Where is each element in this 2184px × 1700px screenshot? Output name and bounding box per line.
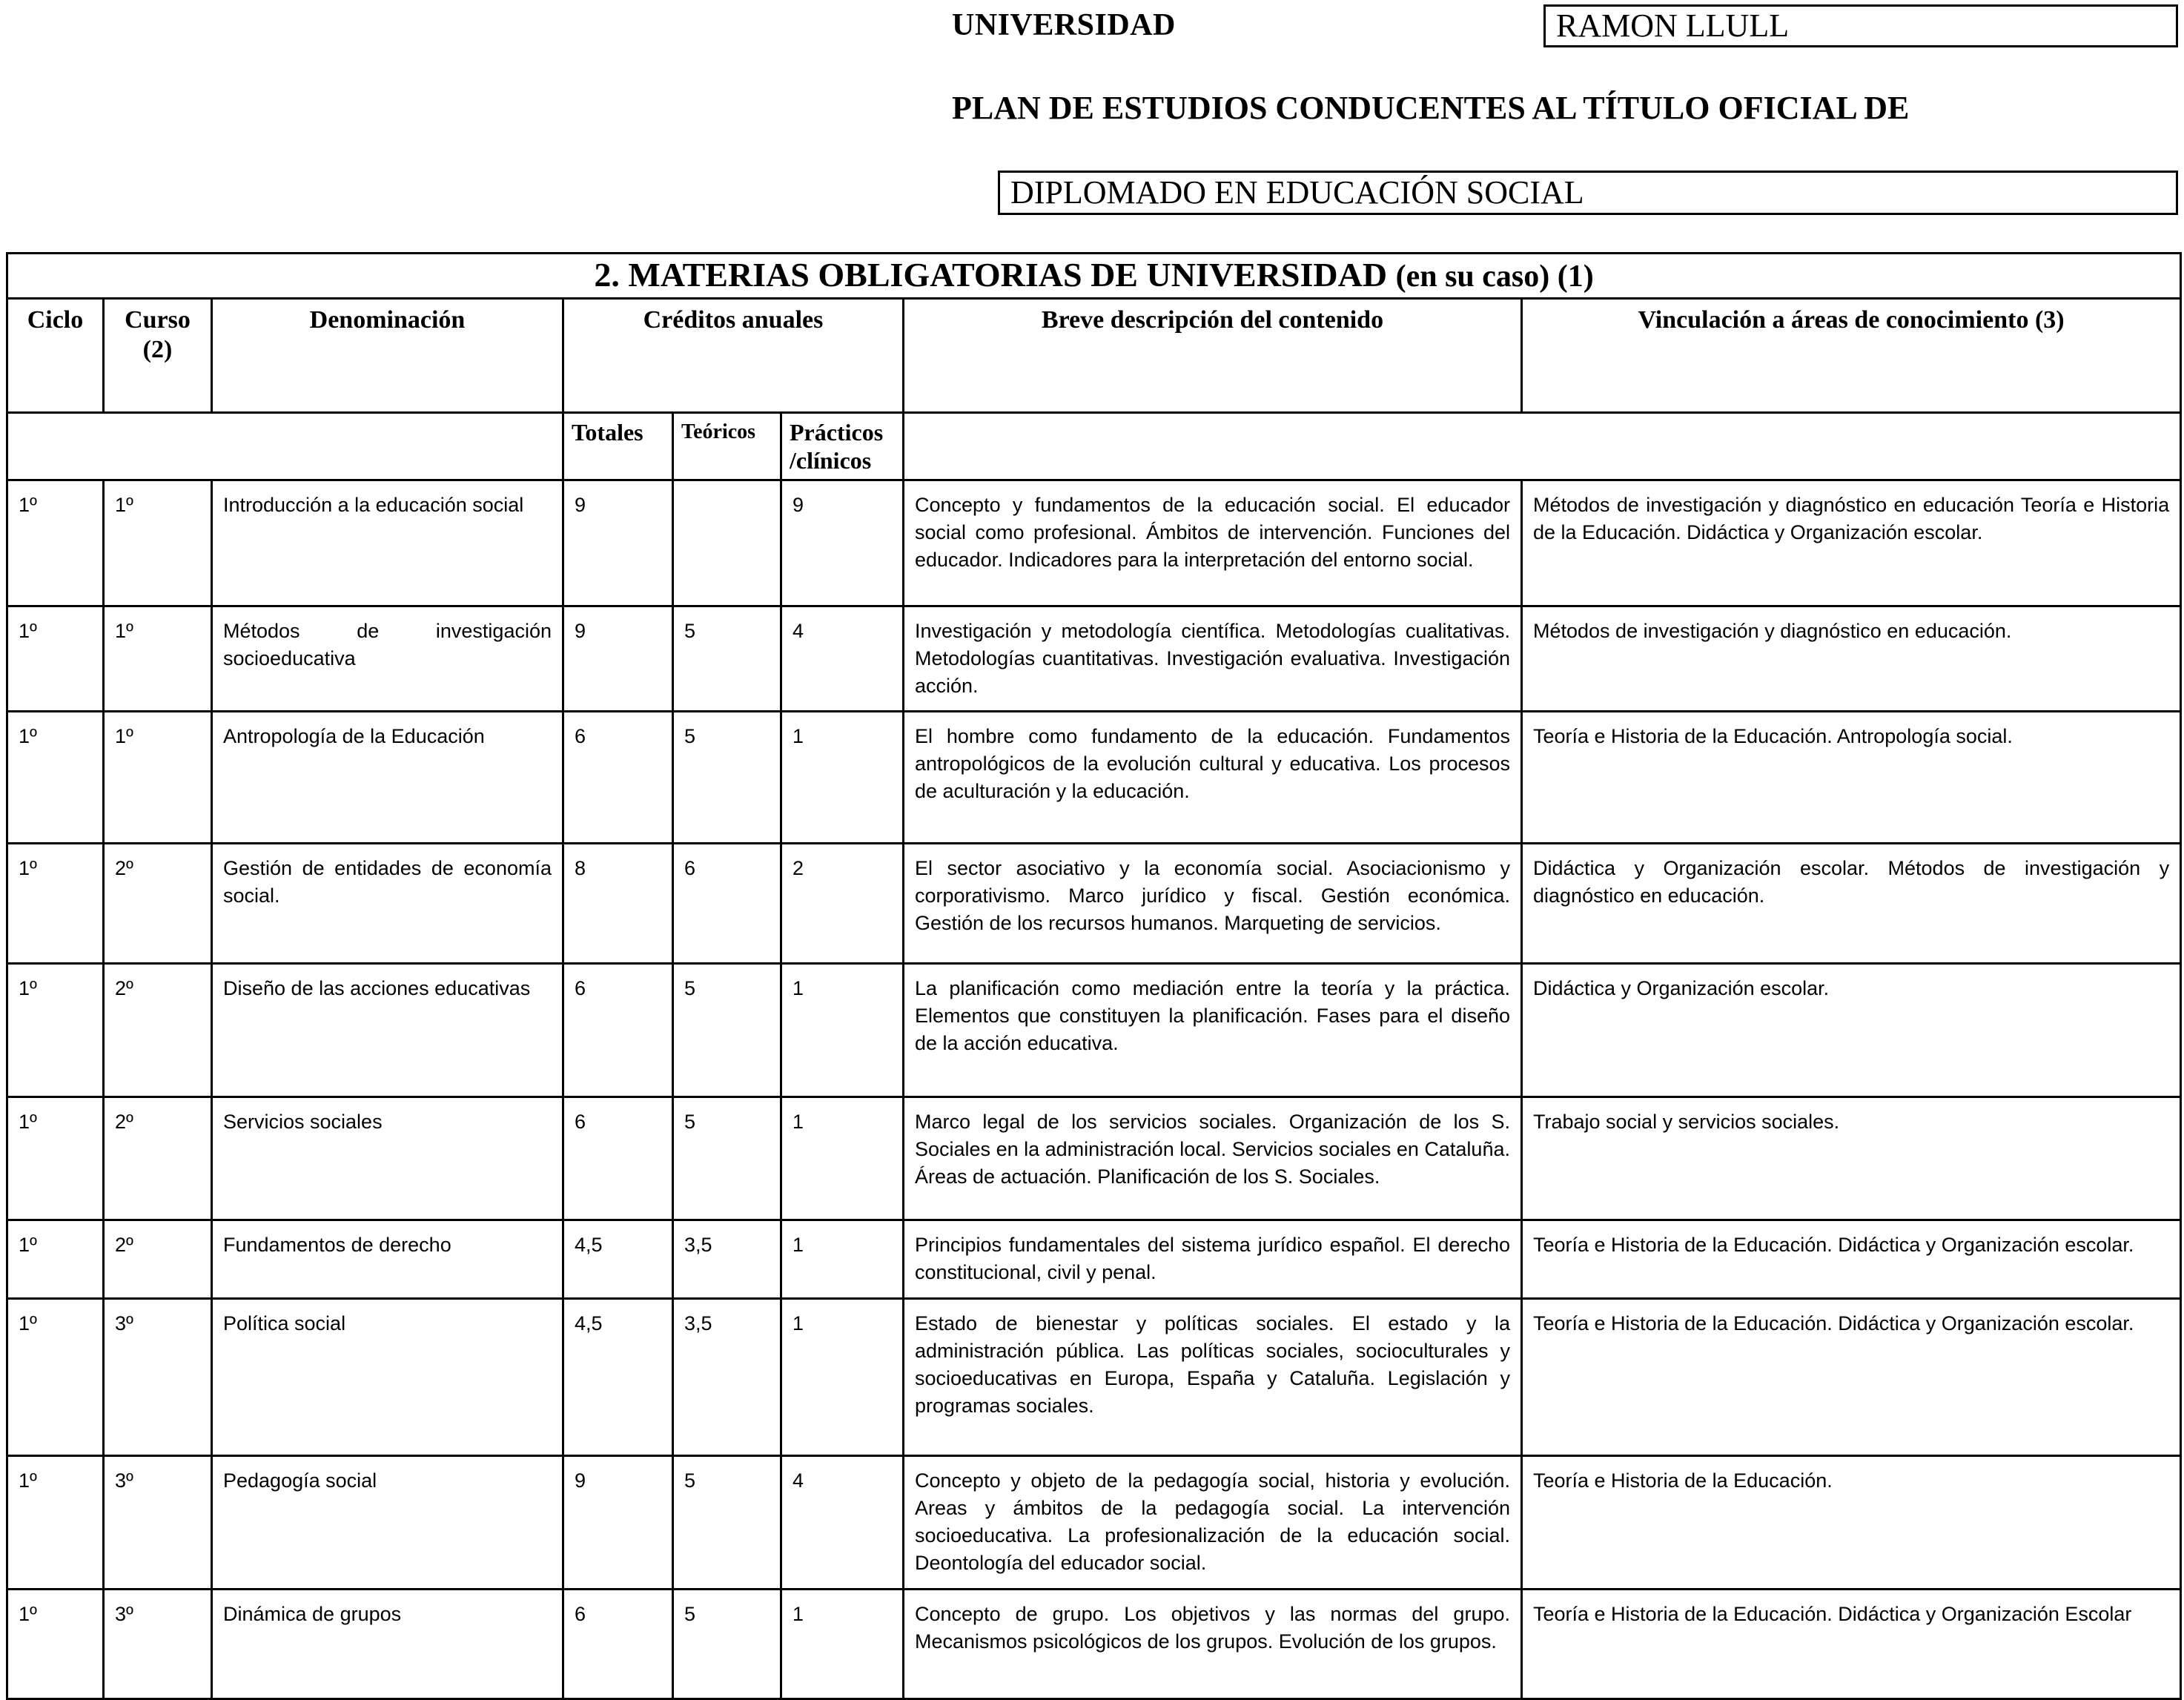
teoricos-cell xyxy=(673,480,781,606)
practicos-cell: 1 xyxy=(781,964,904,1097)
curso-cell: 3º xyxy=(104,1590,212,1699)
totales-cell: 9 xyxy=(563,1456,673,1590)
subheader-spacer xyxy=(7,413,563,480)
descripcion-cell: Estado de bienestar y políticas sociales. El estado y la administración pública. Las políticas sociales, socioculturales y socioeducativas en Europa, España y Cataluña. Legislación y programas sociales. xyxy=(904,1299,1522,1456)
col-vinculacion: Vinculación a áreas de conocimiento (3) xyxy=(1522,299,2181,413)
subcol-practicos: Prácticos /clínicos xyxy=(781,413,904,480)
descripcion-cell: Marco legal de los servicios sociales. Organización de los S. Sociales en la administración local. Servicios sociales en Cataluña. Áreas de actuación. Planificación de los S. Sociales. xyxy=(904,1097,1522,1220)
practicos-cell: 4 xyxy=(781,1456,904,1590)
denominacion-cell: Pedagogía social xyxy=(212,1456,563,1590)
col-ciclo: Ciclo xyxy=(7,299,104,413)
practicos-cell: 1 xyxy=(781,1220,904,1299)
table-row xyxy=(7,1590,2181,1699)
subcol-totales: Totales xyxy=(563,413,673,480)
teoricos-cell: 3,5 xyxy=(673,1299,781,1456)
table-row xyxy=(7,1456,2181,1590)
vinculacion-cell: Teoría e Historia de la Educación. Didáctica y Organización Escolar xyxy=(1522,1590,2181,1699)
totales-cell: 4,5 xyxy=(563,1299,673,1456)
table-row xyxy=(7,606,2181,712)
table-row xyxy=(7,844,2181,964)
practicos-cell: 1 xyxy=(781,1299,904,1456)
descripcion-cell: Concepto y objeto de la pedagogía social, historia y evolución. Areas y ámbitos de la pedagogía social. La intervención socioeducativa. La profesionalización de la educación social. Deontología del educador social. xyxy=(904,1456,1522,1590)
vinculacion-cell: Didáctica y Organización escolar. xyxy=(1522,964,2181,1097)
teoricos-cell: 5 xyxy=(673,1456,781,1590)
subcol-teoricos: Teóricos xyxy=(673,413,781,480)
ciclo-cell: 1º xyxy=(7,712,104,844)
curso-cell: 2º xyxy=(104,1220,212,1299)
totales-cell: 9 xyxy=(563,480,673,606)
teoricos-cell: 5 xyxy=(673,1590,781,1699)
descripcion-cell: La planificación como mediación entre la teoría y la práctica. Elementos que constituyen la planificación. Fases para el diseño de la acción educativa. xyxy=(904,964,1522,1097)
teoricos-cell: 5 xyxy=(673,712,781,844)
practicos-cell: 2 xyxy=(781,844,904,964)
plan-title: PLAN DE ESTUDIOS CONDUCENTES AL TÍTULO OFICIAL DE xyxy=(952,90,1910,126)
totales-cell: 6 xyxy=(563,712,673,844)
denominacion-cell: Servicios sociales xyxy=(212,1097,563,1220)
totales-cell: 6 xyxy=(563,1590,673,1699)
vinculacion-cell: Teoría e Historia de la Educación. Didáctica y Organización escolar. xyxy=(1522,1299,2181,1456)
denominacion-cell: Fundamentos de derecho xyxy=(212,1220,563,1299)
ciclo-cell: 1º xyxy=(7,480,104,606)
totales-cell: 4,5 xyxy=(563,1220,673,1299)
practicos-cell: 1 xyxy=(781,1590,904,1699)
denominacion-cell: Política social xyxy=(212,1299,563,1456)
curso-cell: 1º xyxy=(104,480,212,606)
descripcion-cell: Concepto de grupo. Los objetivos y las normas del grupo. Mecanismos psicológicos de los grupos. Evolución de los grupos. xyxy=(904,1590,1522,1699)
teoricos-cell: 3,5 xyxy=(673,1220,781,1299)
degree-title-field: DIPLOMADO EN EDUCACIÓN SOCIAL xyxy=(998,171,2178,215)
section-title: 2. MATERIAS OBLIGATORIAS DE UNIVERSIDAD (en su caso) (1) xyxy=(7,254,2181,299)
col-creditos: Créditos anuales xyxy=(563,299,904,413)
totales-cell: 6 xyxy=(563,1097,673,1220)
university-name-field: RAMON LLULL xyxy=(1543,4,2178,47)
vinculacion-cell: Teoría e Historia de la Educación. xyxy=(1522,1456,2181,1590)
curso-cell: 2º xyxy=(104,1097,212,1220)
table-row xyxy=(7,712,2181,844)
practicos-cell: 1 xyxy=(781,1097,904,1220)
practicos-cell: 4 xyxy=(781,606,904,712)
university-label: UNIVERSIDAD xyxy=(952,8,1176,42)
vinculacion-cell: Métodos de investigación y diagnóstico en educación. xyxy=(1522,606,2181,712)
practicos-cell: 9 xyxy=(781,480,904,606)
teoricos-cell: 5 xyxy=(673,1097,781,1220)
descripcion-cell: Concepto y fundamentos de la educación social. El educador social como profesional. Ámbitos de intervención. Funciones del educador. Indicadores para la interpretación del entorno social. xyxy=(904,480,1522,606)
denominacion-cell: Introducción a la educación social xyxy=(212,480,563,606)
col-curso: Curso (2) xyxy=(104,299,212,413)
table-row xyxy=(7,1220,2181,1299)
ciclo-cell: 1º xyxy=(7,1097,104,1220)
teoricos-cell: 6 xyxy=(673,844,781,964)
descripcion-cell: El hombre como fundamento de la educación. Fundamentos antropológicos de la evolución cultural y educativa. Los procesos de aculturación y la educación. xyxy=(904,712,1522,844)
descripcion-cell: Principios fundamentales del sistema jurídico español. El derecho constitucional, civil y penal. xyxy=(904,1220,1522,1299)
totales-cell: 8 xyxy=(563,844,673,964)
denominacion-cell: Antropología de la Educación xyxy=(212,712,563,844)
teoricos-cell: 5 xyxy=(673,606,781,712)
vinculacion-cell: Didáctica y Organización escolar. Métodos de investigación y diagnóstico en educación. xyxy=(1522,844,2181,964)
denominacion-cell: Dinámica de grupos xyxy=(212,1590,563,1699)
vinculacion-cell: Métodos de investigación y diagnóstico en educación Teoría e Historia de la Educación. Didáctica y Organización escolar. xyxy=(1522,480,2181,606)
denominacion-cell: Métodos de investigación socioeducativa xyxy=(212,606,563,712)
vinculacion-cell: Teoría e Historia de la Educación. Antropología social. xyxy=(1522,712,2181,844)
ciclo-cell: 1º xyxy=(7,1456,104,1590)
table-row xyxy=(7,480,2181,606)
col-denominacion: Denominación xyxy=(212,299,563,413)
curso-cell: 2º xyxy=(104,964,212,1097)
table-row xyxy=(7,1097,2181,1220)
denominacion-cell: Diseño de las acciones educativas xyxy=(212,964,563,1097)
subjects-table xyxy=(6,252,2182,1700)
subjects-rows xyxy=(7,480,2181,1699)
vinculacion-cell: Teoría e Historia de la Educación. Didáctica y Organización escolar. xyxy=(1522,1220,2181,1299)
curso-cell: 3º xyxy=(104,1456,212,1590)
practicos-cell: 1 xyxy=(781,712,904,844)
totales-cell: 9 xyxy=(563,606,673,712)
totales-cell: 6 xyxy=(563,964,673,1097)
table-row xyxy=(7,964,2181,1097)
descripcion-cell: El sector asociativo y la economía social. Asociacionismo y corporativismo. Marco jurídico y fiscal. Gestión económica. Gestión de los recursos humanos. Marqueting de servicios. xyxy=(904,844,1522,964)
ciclo-cell: 1º xyxy=(7,1299,104,1456)
denominacion-cell: Gestión de entidades de economía social. xyxy=(212,844,563,964)
col-descripcion: Breve descripción del contenido xyxy=(904,299,1522,413)
curso-cell: 3º xyxy=(104,1299,212,1456)
curso-cell: 1º xyxy=(104,606,212,712)
subheader-spacer-right xyxy=(904,413,2181,480)
ciclo-cell: 1º xyxy=(7,1590,104,1699)
ciclo-cell: 1º xyxy=(7,606,104,712)
teoricos-cell: 5 xyxy=(673,964,781,1097)
ciclo-cell: 1º xyxy=(7,1220,104,1299)
ciclo-cell: 1º xyxy=(7,964,104,1097)
curso-cell: 1º xyxy=(104,712,212,844)
ciclo-cell: 1º xyxy=(7,844,104,964)
curso-cell: 2º xyxy=(104,844,212,964)
vinculacion-cell: Trabajo social y servicios sociales. xyxy=(1522,1097,2181,1220)
descripcion-cell: Investigación y metodología científica. Metodologías cualitativas. Metodologías cuantitativas. Investigación evaluativa. Investigación acción. xyxy=(904,606,1522,712)
table-row xyxy=(7,1299,2181,1456)
